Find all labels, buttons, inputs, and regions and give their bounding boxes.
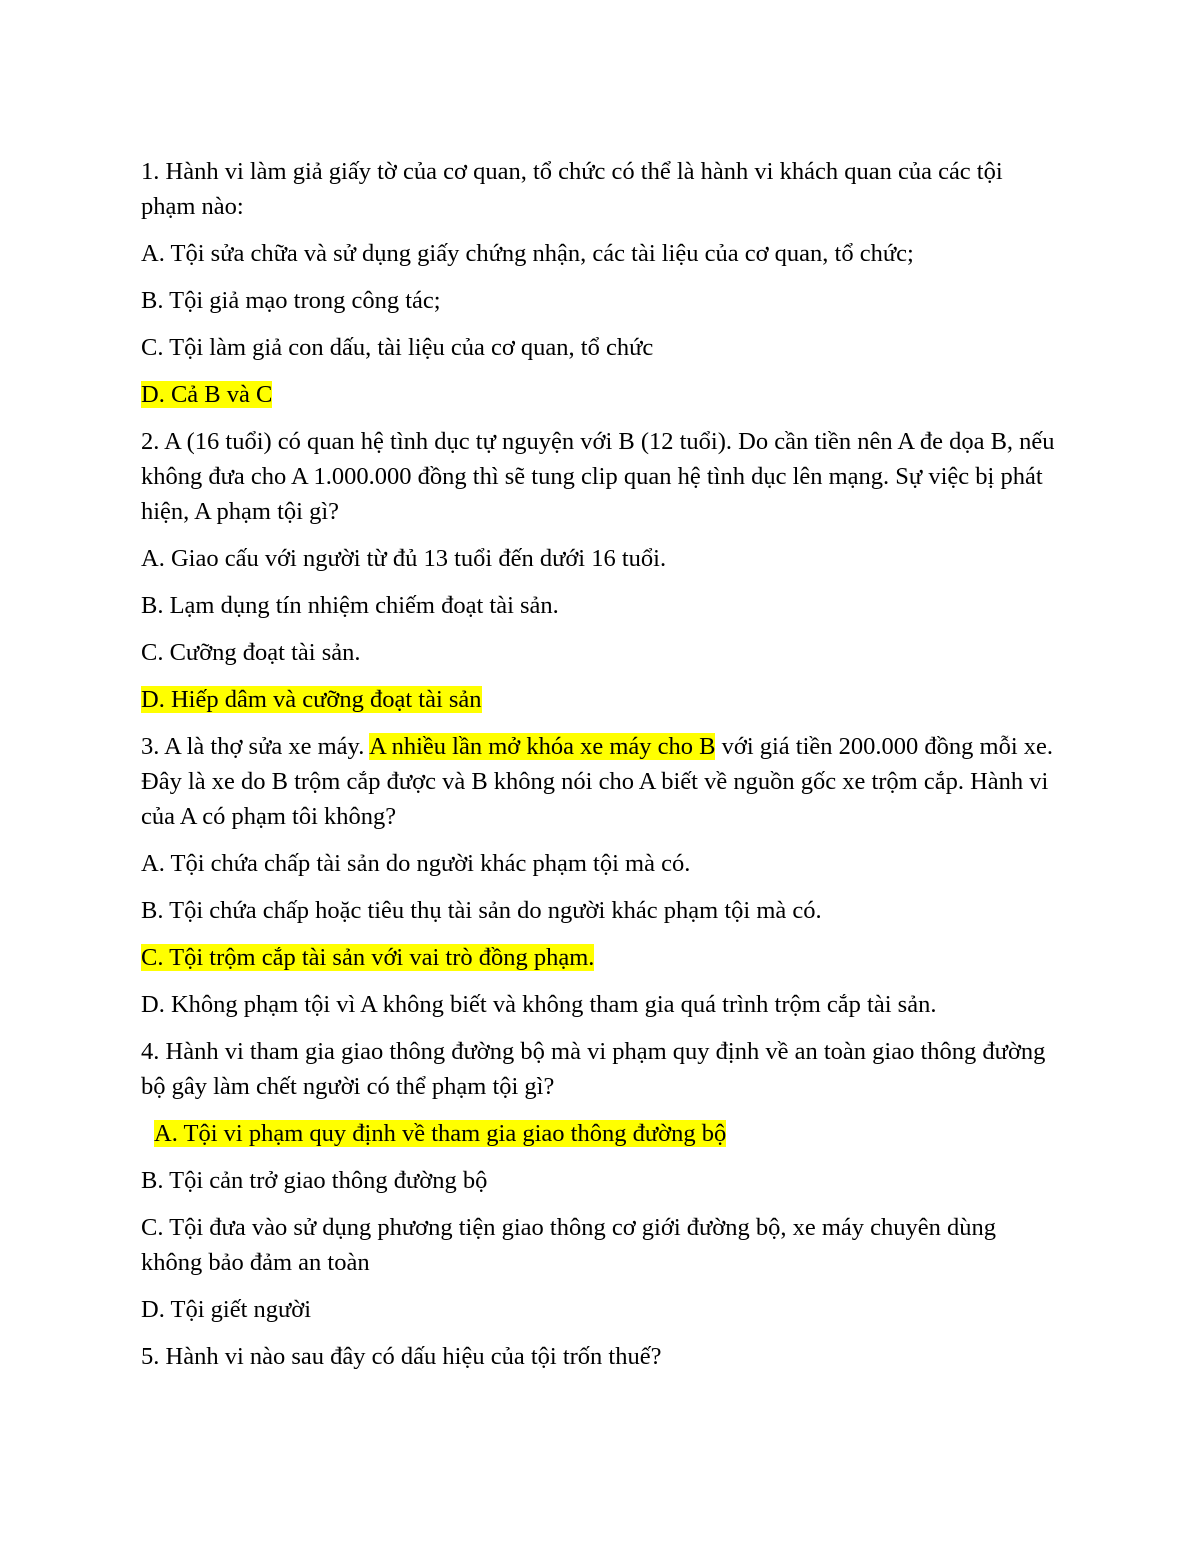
highlighted-answer: D. Hiếp dâm và cưỡng đoạt tài sản [141, 686, 482, 713]
question-5: 5. Hành vi nào sau đây có dấu hiệu của tội trốn thuế? [141, 1343, 662, 1370]
highlighted-answer: A. Tội vi phạm quy định về tham gia giao thông đường bộ [154, 1120, 727, 1147]
highlighted-answer: D. Cả B và C [141, 381, 273, 408]
document-body [141, 154, 1056, 1386]
question-4-option-c: C. Tội đưa vào sử dụng phương tiện giao thông cơ giới đường bộ, xe máy chuyên dùng không bảo đảm an toàn [141, 1214, 997, 1276]
question-2-option-b: B. Lạm dụng tín nhiệm chiếm đoạt tài sản. [141, 592, 559, 619]
highlighted-answer: C. Tội trộm cắp tài sản với vai trò đồng phạm. [141, 944, 595, 971]
question-3-suffix: với giá tiền 200.000 đồng mỗi xe. Đây là xe do B trộm cắp được và B không nói cho A biết về nguồn gốc xe trộm cắp. Hành vi của A có phạm tôi không? [141, 733, 1054, 830]
question-3 [141, 729, 1056, 834]
question-3-option-b: B. Tội chứa chấp hoặc tiêu thụ tài sản do người khác phạm tội mà có. [141, 897, 822, 924]
question-3-option-c [141, 940, 1056, 975]
highlighted-phrase: A nhiều lần mở khóa xe máy cho B [369, 733, 716, 760]
question-1-option-b: B. Tội giả mạo trong công tác; [141, 287, 441, 314]
question-1-option-c: C. Tội làm giả con dấu, tài liệu của cơ quan, tổ chức [141, 334, 654, 361]
question-1: 1. Hành vi làm giả giấy tờ của cơ quan, tổ chức có thể là hành vi khách quan của các tội phạm nào: [141, 158, 1003, 220]
question-4: 4. Hành vi tham gia giao thông đường bộ mà vi phạm quy định về an toàn giao thông đường bộ gây làm chết người có thể phạm tội gì? [141, 1038, 1046, 1100]
question-1-option-a: A. Tội sửa chữa và sử dụng giấy chứng nhận, các tài liệu của cơ quan, tổ chức; [141, 240, 914, 267]
question-2: 2. A (16 tuổi) có quan hệ tình dục tự nguyện với B (12 tuổi). Do cần tiền nên A đe dọa B, nếu không đưa cho A 1.000.000 đồng thì sẽ tung clip quan hệ tình dục lên mạng. Sự việc bị phát hiện, A phạm tội gì? [141, 428, 1055, 525]
question-2-option-c: C. Cưỡng đoạt tài sản. [141, 639, 361, 666]
question-3-option-a: A. Tội chứa chấp tài sản do người khác phạm tội mà có. [141, 850, 691, 877]
question-2-option-d [141, 682, 1056, 717]
question-4-option-d: D. Tội giết người [141, 1296, 312, 1323]
question-2-option-a: A. Giao cấu với người từ đủ 13 tuổi đến dưới 16 tuổi. [141, 545, 667, 572]
question-4-option-b: B. Tội cản trở giao thông đường bộ [141, 1167, 488, 1194]
question-1-option-d [141, 377, 1056, 412]
question-4-option-a [141, 1116, 1056, 1151]
question-3-option-d: D. Không phạm tội vì A không biết và không tham gia quá trình trộm cắp tài sản. [141, 991, 937, 1018]
question-3-prefix: 3. A là thợ sửa xe máy. [141, 733, 370, 760]
